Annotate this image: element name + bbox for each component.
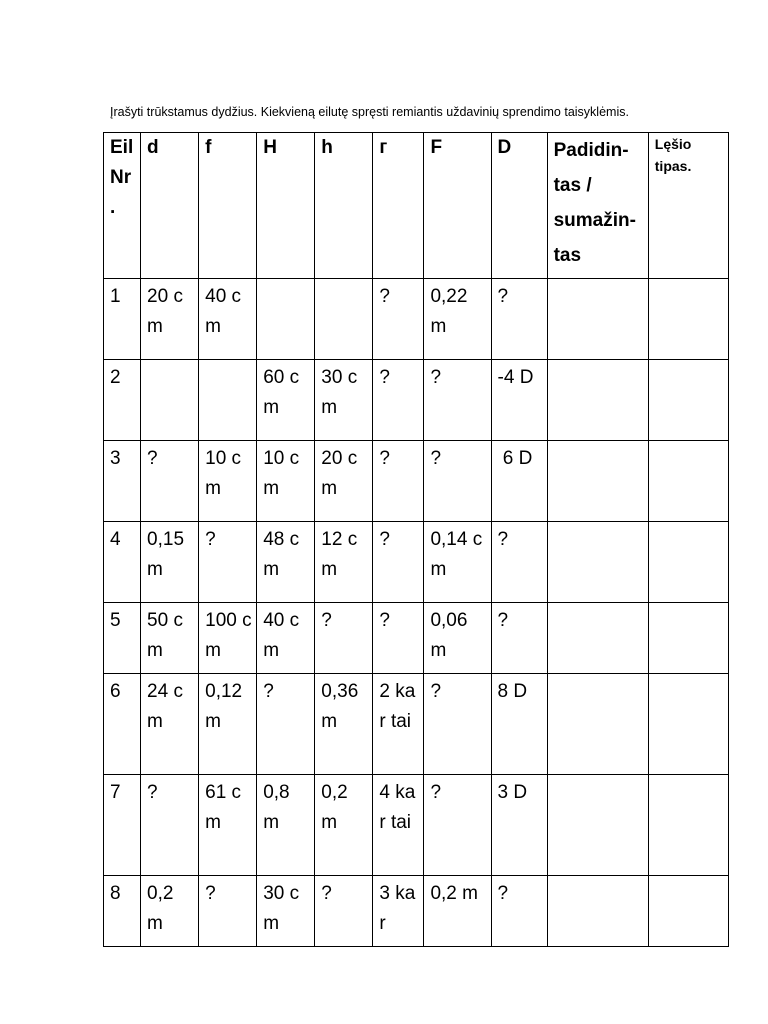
header-f: f [199, 133, 257, 279]
table-row [104, 876, 729, 947]
cell-h: ? [315, 603, 373, 674]
cell-padidintas [547, 360, 648, 441]
header-eil-nr: Eil Nr . [104, 133, 141, 279]
cell-d: 20 cm [141, 279, 199, 360]
cell-H [257, 279, 315, 360]
cell-nr: 2 [104, 360, 141, 441]
cell-F: ? [424, 674, 491, 775]
cell-D: -4 D [491, 360, 547, 441]
cell-F: ? [424, 775, 491, 876]
cell-f: 61 cm [199, 775, 257, 876]
instruction-text: Įrašyti trūkstamus dydžius. Kiekvieną eilutę spręsti remiantis uždavinių sprendimo taisyklėmis. [110, 105, 629, 119]
cell-D: 8 D [491, 674, 547, 775]
header-row [104, 133, 729, 279]
header-d: d [141, 133, 199, 279]
cell-F: 0,22 m [424, 279, 491, 360]
cell-gamma: ? [373, 279, 424, 360]
cell-h: 20 cm [315, 441, 373, 522]
cell-padidintas [547, 603, 648, 674]
cell-f: ? [199, 876, 257, 947]
table-row [104, 360, 729, 441]
table-row [104, 775, 729, 876]
cell-h: 30 cm [315, 360, 373, 441]
cell-gamma: ? [373, 603, 424, 674]
cell-F: 0,2 m [424, 876, 491, 947]
cell-nr: 1 [104, 279, 141, 360]
header-F: F [424, 133, 491, 279]
cell-f: 40 cm [199, 279, 257, 360]
cell-d: 0,15 m [141, 522, 199, 603]
cell-gamma: ? [373, 441, 424, 522]
cell-lesio-tipas [648, 876, 728, 947]
cell-d: ? [141, 775, 199, 876]
cell-gamma: ? [373, 360, 424, 441]
cell-lesio-tipas [648, 441, 728, 522]
cell-h [315, 279, 373, 360]
cell-d: 0,2 m [141, 876, 199, 947]
cell-f: 10 cm [199, 441, 257, 522]
cell-nr: 5 [104, 603, 141, 674]
cell-padidintas [547, 674, 648, 775]
cell-F: ? [424, 360, 491, 441]
cell-D: 6 D [491, 441, 547, 522]
cell-lesio-tipas [648, 603, 728, 674]
cell-gamma: ? [373, 522, 424, 603]
cell-D: ? [491, 522, 547, 603]
cell-H: 48 cm [257, 522, 315, 603]
cell-h: 0,36 m [315, 674, 373, 775]
header-h: h [315, 133, 373, 279]
cell-gamma: 4 kar tai [373, 775, 424, 876]
cell-lesio-tipas [648, 775, 728, 876]
data-table [103, 132, 729, 947]
table-row [104, 522, 729, 603]
cell-f: 0,12 m [199, 674, 257, 775]
cell-f [199, 360, 257, 441]
table-row [104, 674, 729, 775]
cell-padidintas [547, 876, 648, 947]
cell-H: 10 cm [257, 441, 315, 522]
header-lesio-tipas: Lęšio tipas. [648, 133, 728, 279]
cell-H: 60 cm [257, 360, 315, 441]
cell-d: 50 cm [141, 603, 199, 674]
cell-gamma: 3 kar [373, 876, 424, 947]
header-padidintas: Padidin- tas / sumažin- tas [547, 133, 648, 279]
cell-lesio-tipas [648, 279, 728, 360]
cell-h: 0,2 m [315, 775, 373, 876]
cell-nr: 6 [104, 674, 141, 775]
cell-H: 40 cm [257, 603, 315, 674]
cell-lesio-tipas [648, 674, 728, 775]
cell-nr: 4 [104, 522, 141, 603]
cell-nr: 8 [104, 876, 141, 947]
cell-nr: 7 [104, 775, 141, 876]
cell-nr: 3 [104, 441, 141, 522]
cell-f: 100 cm [199, 603, 257, 674]
cell-gamma: 2 kar tai [373, 674, 424, 775]
header-gamma: г [373, 133, 424, 279]
cell-D: 3 D [491, 775, 547, 876]
cell-f: ? [199, 522, 257, 603]
cell-padidintas [547, 522, 648, 603]
cell-D: ? [491, 603, 547, 674]
cell-D: ? [491, 279, 547, 360]
cell-h: 12 cm [315, 522, 373, 603]
header-D: D [491, 133, 547, 279]
header-H: H [257, 133, 315, 279]
cell-d [141, 360, 199, 441]
cell-H: 0,8 m [257, 775, 315, 876]
cell-lesio-tipas [648, 522, 728, 603]
cell-h: ? [315, 876, 373, 947]
cell-padidintas [547, 775, 648, 876]
cell-H: ? [257, 674, 315, 775]
table-row [104, 279, 729, 360]
cell-padidintas [547, 441, 648, 522]
cell-F: 0,06 m [424, 603, 491, 674]
cell-d: 24 cm [141, 674, 199, 775]
cell-F: ? [424, 441, 491, 522]
cell-D: ? [491, 876, 547, 947]
cell-F: 0,14 cm [424, 522, 491, 603]
table-row [104, 603, 729, 674]
cell-lesio-tipas [648, 360, 728, 441]
cell-H: 30 cm [257, 876, 315, 947]
cell-padidintas [547, 279, 648, 360]
cell-d: ? [141, 441, 199, 522]
table-row [104, 441, 729, 522]
